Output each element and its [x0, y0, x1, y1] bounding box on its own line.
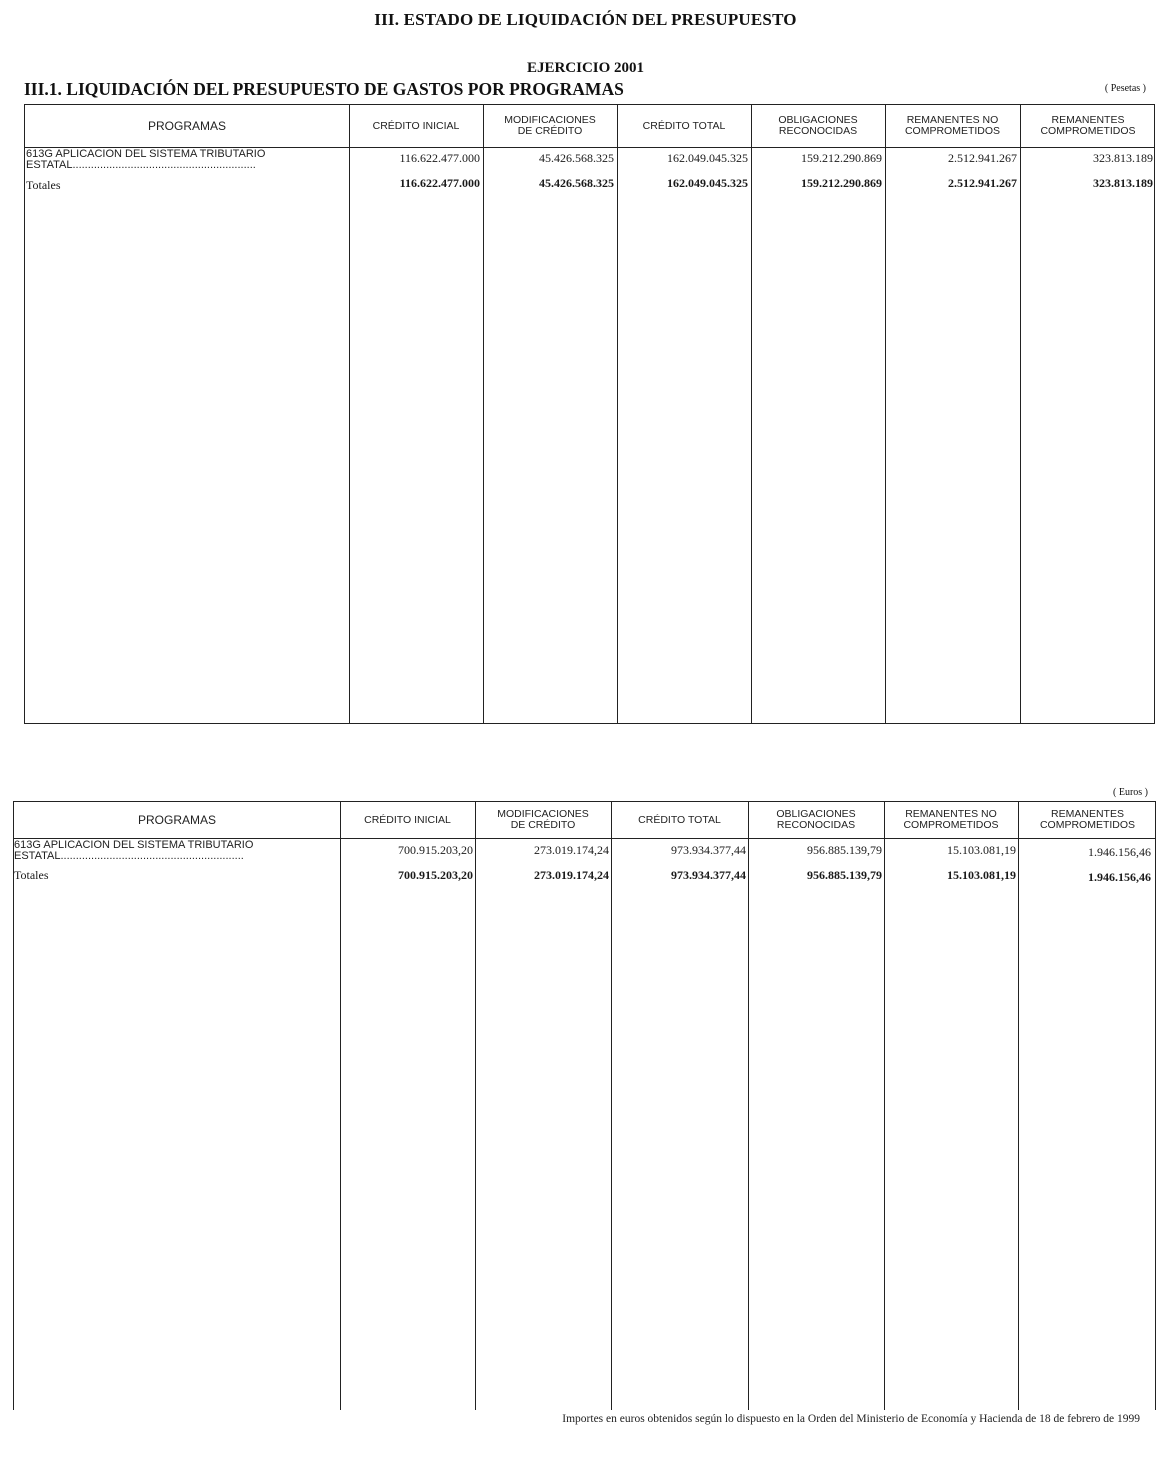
- value-credito-total: 973.934.377,44: [671, 843, 746, 857]
- col-header-remanentes: REMANENTES COMPROMETIDOS: [1039, 808, 1136, 831]
- column-divider: [1020, 105, 1021, 723]
- col-header-obligaciones: OBLIGACIONES RECONOCIDAS: [776, 808, 856, 831]
- column-divider: [748, 802, 749, 1410]
- col-header-modificaciones: MODIFICACIONES DE CRÉDITO: [504, 114, 596, 137]
- col-header-credito-total: CRÉDITO TOTAL: [642, 119, 726, 132]
- col-header-remanentes-no: REMANENTES NO COMPROMETIDOS: [903, 808, 999, 831]
- program-name-line1: 613G APLICACION DEL SISTEMA TRIBUTARIO: [14, 839, 254, 851]
- value-credito-total: 162.049.045.325: [667, 151, 748, 165]
- column-divider: [1018, 802, 1019, 1410]
- col-header-credito-total: CRÉDITO TOTAL: [638, 813, 721, 826]
- column-divider: [340, 802, 341, 1410]
- column-divider: [885, 105, 886, 723]
- total-credito-total: 973.934.377,44: [671, 868, 746, 882]
- col-header-modificaciones: MODIFICACIONES DE CRÉDITO: [497, 808, 589, 831]
- total-remanentes-no: 2.512.941.267: [948, 176, 1017, 190]
- col-header-obligaciones: OBLIGACIONES RECONOCIDAS: [778, 114, 858, 137]
- totals-label: Totales: [26, 178, 61, 192]
- total-remanentes-no: 15.103.081,19: [947, 868, 1016, 882]
- col-header-programas: PROGRAMAS: [147, 118, 226, 133]
- document-main-title: III. ESTADO DE LIQUIDACIÓN DEL PRESUPUESTO: [374, 10, 797, 29]
- column-divider: [617, 105, 618, 723]
- value-modificaciones: 45.426.568.325: [539, 151, 614, 165]
- column-divider: [483, 105, 484, 723]
- program-name-line2: ESTATAL............................................................: [14, 850, 244, 862]
- value-credito-inicial: 700.915.203,20: [398, 843, 473, 857]
- col-header-programas: PROGRAMAS: [137, 812, 216, 827]
- column-divider: [884, 802, 885, 1410]
- euros-unit-label: ( Euros ): [1113, 787, 1148, 798]
- total-credito-inicial: 116.622.477.000: [399, 176, 480, 190]
- value-remanentes-no: 2.512.941.267: [948, 151, 1017, 165]
- program-name-line2: ESTATAL............................................................: [26, 159, 256, 171]
- value-obligaciones: 956.885.139,79: [807, 843, 882, 857]
- euros-table: [13, 801, 1156, 1410]
- total-credito-inicial: 700.915.203,20: [398, 868, 473, 882]
- total-credito-total: 162.049.045.325: [667, 176, 748, 190]
- pesetas-unit-label: ( Pesetas ): [1104, 83, 1146, 94]
- value-remanentes-no: 15.103.081,19: [947, 843, 1016, 857]
- total-obligaciones: 956.885.139,79: [807, 868, 882, 882]
- column-divider: [611, 802, 612, 1410]
- section-title: III.1. LIQUIDACIÓN DEL PRESUPUESTO DE GASTOS POR PROGRAMAS: [24, 79, 624, 99]
- total-modificaciones: 273.019.174,24: [534, 868, 609, 882]
- column-divider: [751, 105, 752, 723]
- pesetas-table: [24, 104, 1155, 724]
- program-name-line1: 613G APLICACION DEL SISTEMA TRIBUTARIO: [26, 148, 266, 160]
- total-remanentes: 1.946.156,46: [1088, 870, 1151, 884]
- value-remanentes: 323.813.189: [1093, 151, 1153, 165]
- value-remanentes: 1.946.156,46: [1088, 845, 1151, 859]
- value-obligaciones: 159.212.290.869: [801, 151, 882, 165]
- totals-label: Totales: [14, 868, 49, 882]
- total-remanentes: 323.813.189: [1093, 176, 1153, 190]
- value-modificaciones: 273.019.174,24: [534, 843, 609, 857]
- col-header-remanentes: REMANENTES COMPROMETIDOS: [1040, 114, 1136, 137]
- footnote: Importes en euros obtenidos según lo dispuesto en la Orden del Ministerio de Economía y Hacienda de 18 de febrero de 1999: [562, 1413, 1140, 1425]
- total-modificaciones: 45.426.568.325: [539, 176, 614, 190]
- exercise-year: EJERCICIO 2001: [526, 60, 645, 76]
- column-divider: [349, 105, 350, 723]
- col-header-credito-inicial: CRÉDITO INICIAL: [364, 813, 451, 826]
- column-divider: [475, 802, 476, 1410]
- col-header-credito-inicial: CRÉDITO INICIAL: [372, 119, 460, 132]
- col-header-remanentes-no: REMANENTES NO COMPROMETIDOS: [904, 114, 1001, 137]
- value-credito-inicial: 116.622.477.000: [399, 151, 480, 165]
- total-obligaciones: 159.212.290.869: [801, 176, 882, 190]
